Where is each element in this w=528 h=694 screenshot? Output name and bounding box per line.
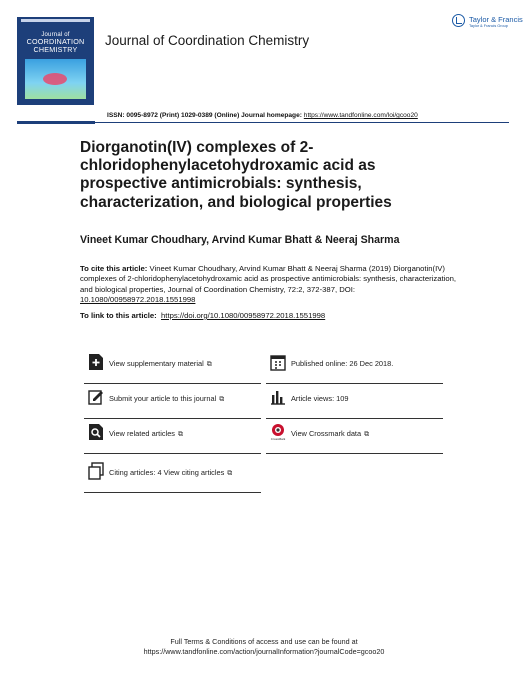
publisher-subname: Taylor & Francis Group [469,24,508,28]
taylor-francis-icon [452,14,465,27]
view-supplementary-material-link[interactable] [84,349,261,384]
calendar-icon [270,353,286,371]
search-document-icon [88,423,104,441]
cover-illustration [25,59,86,99]
supplementary-label: View supplementary material [109,359,204,368]
journal-homepage-link[interactable]: https://www.tandfonline.com/loi/gcoo20 [303,112,418,119]
edit-document-icon [88,388,104,406]
external-link-icon: ⧉ [364,431,370,438]
external-link-icon: ⧉ [178,431,183,438]
citing-documents-icon [88,462,104,480]
article-doi-link[interactable]: https://doi.org/10.1080/00958972.2018.1551998 [161,311,326,320]
article-authors: Vineet Kumar Choudhary, Arvind Kumar Bhatt & Neeraj Sharma [80,234,400,246]
article-link-label: To link to this article: [80,311,157,320]
citation-doi-link[interactable]: 10.1080/00958972.2018.1551998 [80,294,196,304]
crossmark-label: View Crossmark data [291,429,362,438]
footer-line-1: Full Terms & Conditions of access and use can be found at [170,637,358,646]
publisher-logo[interactable] [452,13,523,33]
header-divider-thick [17,121,95,124]
footer-terms-link[interactable]: https://www.tandfonline.com/action/journalInformation?journalCode=gcoo20 [143,647,385,656]
external-link-icon: ⧉ [206,361,212,368]
submit-article-link[interactable] [84,384,261,419]
header-divider [95,122,509,123]
citation-label: To cite this article: [80,264,148,273]
submit-label: Submit your article to this journal [109,394,217,403]
citation-text: Vineet Kumar Choudhary, Arvind Kumar Bhatt & Neeraj Sharma (2019) Diorganotin(IV) complexes of 2-chloridophenylacetohydroxamic acid as prospective antimicrobials: synthesis, characterization, and biological properties, Journal of Coordination Chemistry, 72:2, 372-387, DOI: [80,264,457,294]
published-label: Published online: 26 Dec 2018. [291,359,394,368]
article-views [266,384,443,419]
issn-line [107,112,418,119]
published-online [266,349,443,384]
external-link-icon: ⧉ [219,396,225,403]
publisher-name: Taylor & Francis [469,15,523,24]
citing-label: Citing articles: 4 View citing articles [109,468,225,477]
article-title: Diorganotin(IV) complexes of 2-chloridophenylacetohydroxamic acid as prospective antimicrobials: synthesis, characterization, and biological properties [80,139,392,211]
external-link-icon: ⧉ [227,470,233,477]
views-label: Article views: 109 [291,394,349,403]
crossmark-icon [270,423,286,441]
footer-terms [0,637,528,657]
cover-title-line-3: CHEMISTRY [33,45,78,54]
related-label: View related articles [109,429,175,438]
cover-title-line-2: COORDINATION [26,37,85,46]
view-crossmark-data-link[interactable] [266,419,443,454]
article-link-line [80,311,325,320]
crossmark-icon-label: CrossMark [270,437,286,441]
bar-chart-icon [270,388,286,406]
view-related-articles-link[interactable] [84,419,261,454]
citation-block [80,264,460,305]
view-citing-articles-link[interactable] [84,458,261,493]
journal-title: Journal of Coordination Chemistry [105,33,310,48]
journal-cover-image [17,17,94,105]
cover-title-line-1: Journal of [41,32,70,38]
issn-text: ISSN: 0095-8972 (Print) 1029-0389 (Online) Journal homepage: [107,112,302,119]
document-plus-icon [88,353,104,371]
